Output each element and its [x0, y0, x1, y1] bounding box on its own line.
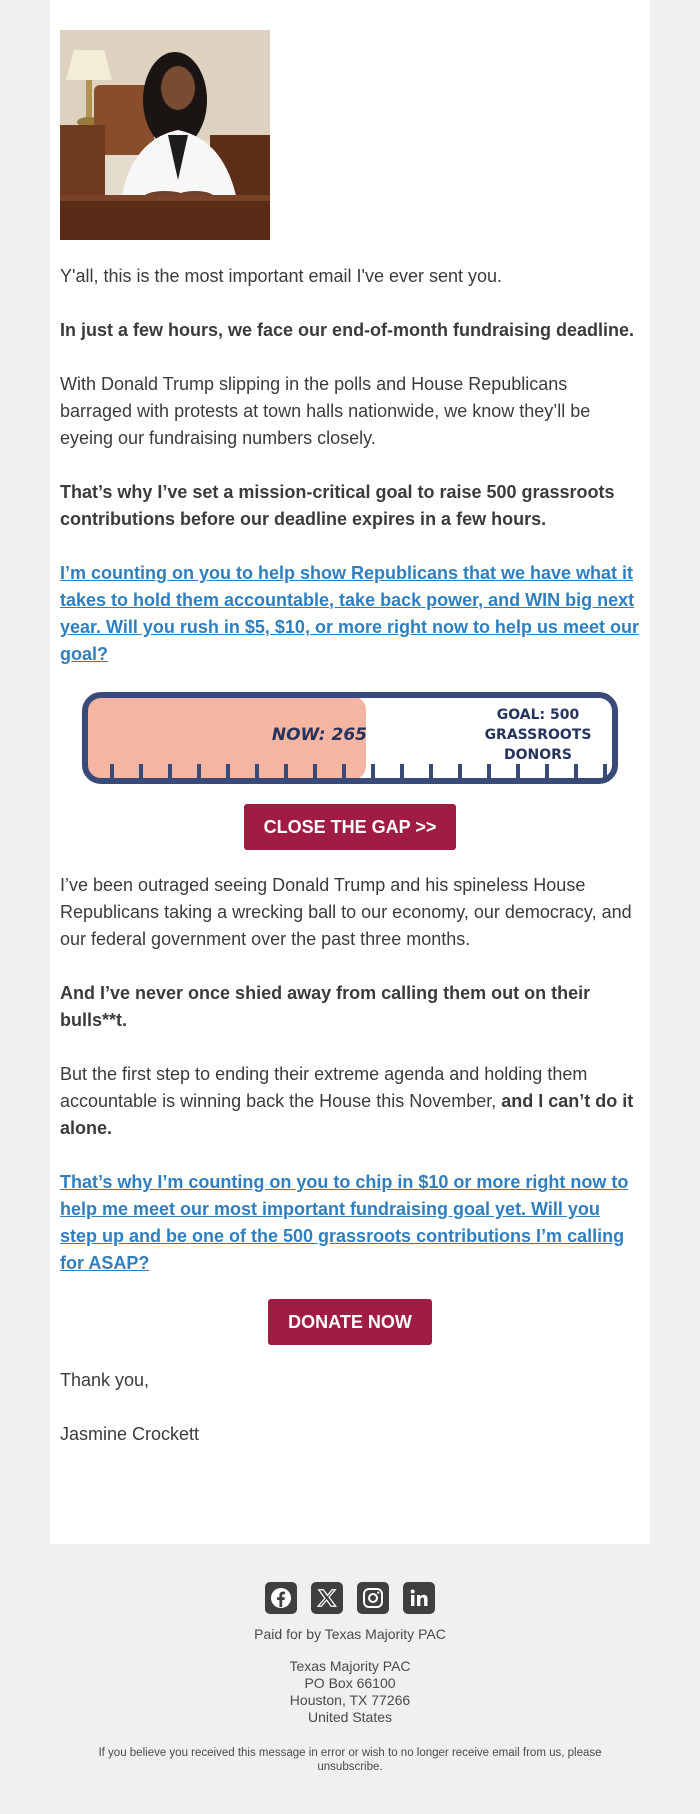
address-po-box: PO Box 66100 [304, 1675, 396, 1691]
address-country: United States [307, 1709, 393, 1725]
progress-goal-donors: DONORS [503, 747, 573, 763]
address-city: Houston, TX 77266 [289, 1692, 411, 1708]
deadline-paragraph: In just a few hours, we face our end-of-month fundraising deadline. [60, 320, 635, 340]
intro-paragraph: Y'all, this is the most important email I've ever sent you. [60, 266, 503, 286]
agenda-paragraph [60, 1061, 640, 1142]
address-org: Texas Majority PAC [289, 1658, 411, 1674]
unsubscribe-disclaimer[interactable]: If you believe you received this message in error or wish to no longer receive email from us, please unsubscribe. [98, 1747, 602, 1773]
context-paragraph: With Donald Trump slipping in the polls and House Republicans barraged with protests at town halls nationwide, we know they’ll be eyeing our fundraising numbers closely. [60, 374, 591, 448]
progress-goal-label: GOAL: 500 [496, 707, 580, 723]
candidate-photo [60, 30, 270, 240]
signature-text: Jasmine Crockett [60, 1424, 200, 1444]
email-content [60, 30, 640, 1448]
paid-for-text: Paid for by Texas Majority PAC [254, 1626, 446, 1642]
callout-paragraph: And I’ve never once shied away from calling them out on their bulls**t. [60, 983, 591, 1030]
email-footer [0, 1582, 700, 1774]
donate-now-button[interactable]: DONATE NOW [268, 1299, 432, 1345]
linkedin-icon[interactable] [403, 1582, 435, 1614]
signoff-text: Thank you, [60, 1370, 150, 1390]
email-card [50, 0, 650, 1544]
x-icon[interactable] [311, 1582, 343, 1614]
agenda-text: But the first step to ending their extreme agenda and holding them accountable is winning back the House this November, [60, 1064, 588, 1111]
progress-meter-graphic [82, 692, 618, 784]
close-the-gap-button[interactable]: CLOSE THE GAP >> [244, 804, 456, 850]
goal-paragraph: That’s why I’ve set a mission-critical goal to raise 500 grassroots contributions before our deadline expires in a few hours. [60, 482, 615, 529]
social-links [0, 1582, 700, 1614]
facebook-icon[interactable] [265, 1582, 297, 1614]
donate-link-2[interactable]: That’s why I’m counting on you to chip in $10 or more right now to help me meet our most important fundraising goal yet. Will you step up and be one of the 500 grassroots contributions I’m calling for ASAP? [60, 1172, 629, 1273]
donate-link-1[interactable]: I’m counting on you to help show Republicans that we have what it takes to hold them accountable, take back power, and WIN big next year. Will you rush in $5, $10, or more right now to help us meet our goal? [60, 563, 639, 664]
agenda-bold-text: and I can’t do it alone. [60, 1091, 634, 1138]
progress-now-label: NOW: 265 [271, 725, 367, 745]
mailing-address [0, 1658, 700, 1726]
donor-progress-meter [82, 692, 618, 784]
instagram-icon[interactable] [357, 1582, 389, 1614]
progress-goal-grassroots: GRASSROOTS [484, 727, 592, 743]
outrage-paragraph: I’ve been outraged seeing Donald Trump and his spineless House Republicans taking a wrecking ball to our economy, our democracy, and our federal government over the past three months. [60, 875, 632, 949]
